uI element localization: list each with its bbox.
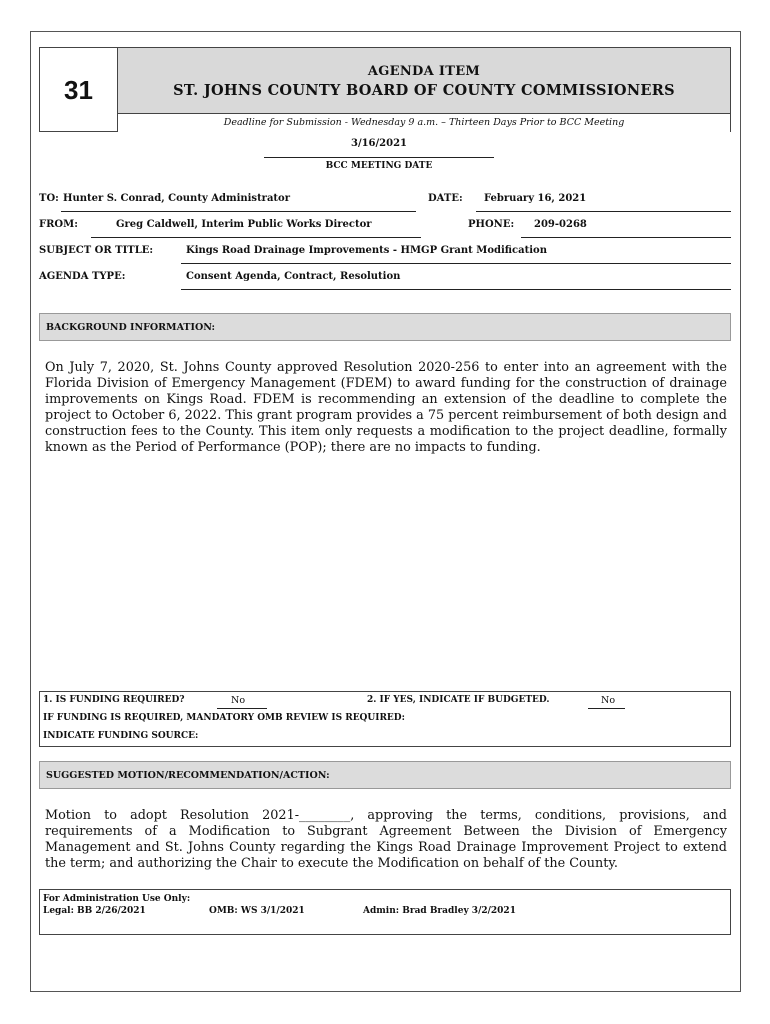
funding-required-label: 1. IS FUNDING REQUIRED? <box>43 695 185 705</box>
agenda-type-label: AGENDA TYPE: <box>39 271 126 282</box>
admin-use-heading: For Administration Use Only: <box>43 894 191 904</box>
motion-heading: SUGGESTED MOTION/RECOMMENDATION/ACTION: <box>39 761 731 789</box>
to-value: Hunter S. Conrad, County Administrator <box>63 193 290 204</box>
omb-review-note: IF FUNDING IS REQUIRED, MANDATORY OMB REVIEW IS REQUIRED: <box>43 713 405 723</box>
phone-value: 209-0268 <box>534 219 587 230</box>
budgeted-value: No <box>601 695 616 706</box>
legal-signoff: Legal: BB 2/26/2021 <box>43 906 146 916</box>
from-value: Greg Caldwell, Interim Public Works Director <box>116 219 372 230</box>
omb-signoff: OMB: WS 3/1/2021 <box>209 906 305 916</box>
agenda-header <box>39 47 731 132</box>
funding-required-value: No <box>231 695 246 706</box>
budgeted-label: 2. IF YES, INDICATE IF BUDGETED. <box>367 695 550 705</box>
to-underline <box>61 211 416 212</box>
meeting-date-label: BCC MEETING DATE <box>325 161 433 171</box>
agenda-item-number: 31 <box>40 48 118 131</box>
header-title-block <box>118 48 730 113</box>
motion-text: Motion to adopt Resolution 2021-________, approving the terms, conditions, provisions, and requirements of a Modification to Subgrant Agreement Between the Division of Emergency Management and St. Johns County regarding the Kings Road Drainage Improvement Project to extend the term; and authorizing the Chair to execute the Modification on behalf of the County. <box>45 808 727 871</box>
funding-box <box>39 691 731 747</box>
agenda-type-underline <box>181 289 731 290</box>
background-heading: BACKGROUND INFORMATION: <box>39 313 731 341</box>
to-label: TO: <box>39 193 59 204</box>
meeting-date-value: 3/16/2021 <box>350 138 407 149</box>
subject-value: Kings Road Drainage Improvements - HMGP Grant Modification <box>186 245 547 256</box>
date-underline <box>476 211 731 212</box>
header-title-line2: ST. JOHNS COUNTY BOARD OF COUNTY COMMISSIONERS <box>173 82 675 99</box>
phone-label: PHONE: <box>468 219 515 230</box>
funding-required-underline <box>217 708 267 709</box>
header-title-line1: AGENDA ITEM <box>367 64 481 79</box>
background-text: On July 7, 2020, St. Johns County approved Resolution 2020-256 to enter into an agreement with the Florida Division of Emergency Management (FDEM) to award funding for the construction of drainage improvements on Kings Road. FDEM is recommending an extension of the deadline to complete the project to October 6, 2022. This grant program provides a 75 percent reimbursement of both design and construction fees to the County. This item only requests a modification to the project deadline, formally known as the Period of Performance (POP); there are no impacts to funding. <box>45 360 727 455</box>
budgeted-underline <box>588 708 625 709</box>
subject-underline <box>181 263 731 264</box>
submission-deadline-note: Deadline for Submission - Wednesday 9 a.m. – Thirteen Days Prior to BCC Meeting <box>118 113 730 132</box>
admin-signoff: Admin: Brad Bradley 3/2/2021 <box>363 906 516 916</box>
from-underline <box>91 237 421 238</box>
funding-source-label: INDICATE FUNDING SOURCE: <box>43 731 199 741</box>
date-label: DATE: <box>428 193 463 204</box>
agenda-type-value: Consent Agenda, Contract, Resolution <box>186 271 401 282</box>
phone-underline <box>521 237 731 238</box>
agenda-page <box>30 31 741 992</box>
date-value: February 16, 2021 <box>484 193 587 204</box>
from-label: FROM: <box>39 219 78 230</box>
admin-use-box <box>39 889 731 935</box>
meeting-date-underline <box>264 157 494 158</box>
subject-label: SUBJECT OR TITLE: <box>39 245 154 256</box>
